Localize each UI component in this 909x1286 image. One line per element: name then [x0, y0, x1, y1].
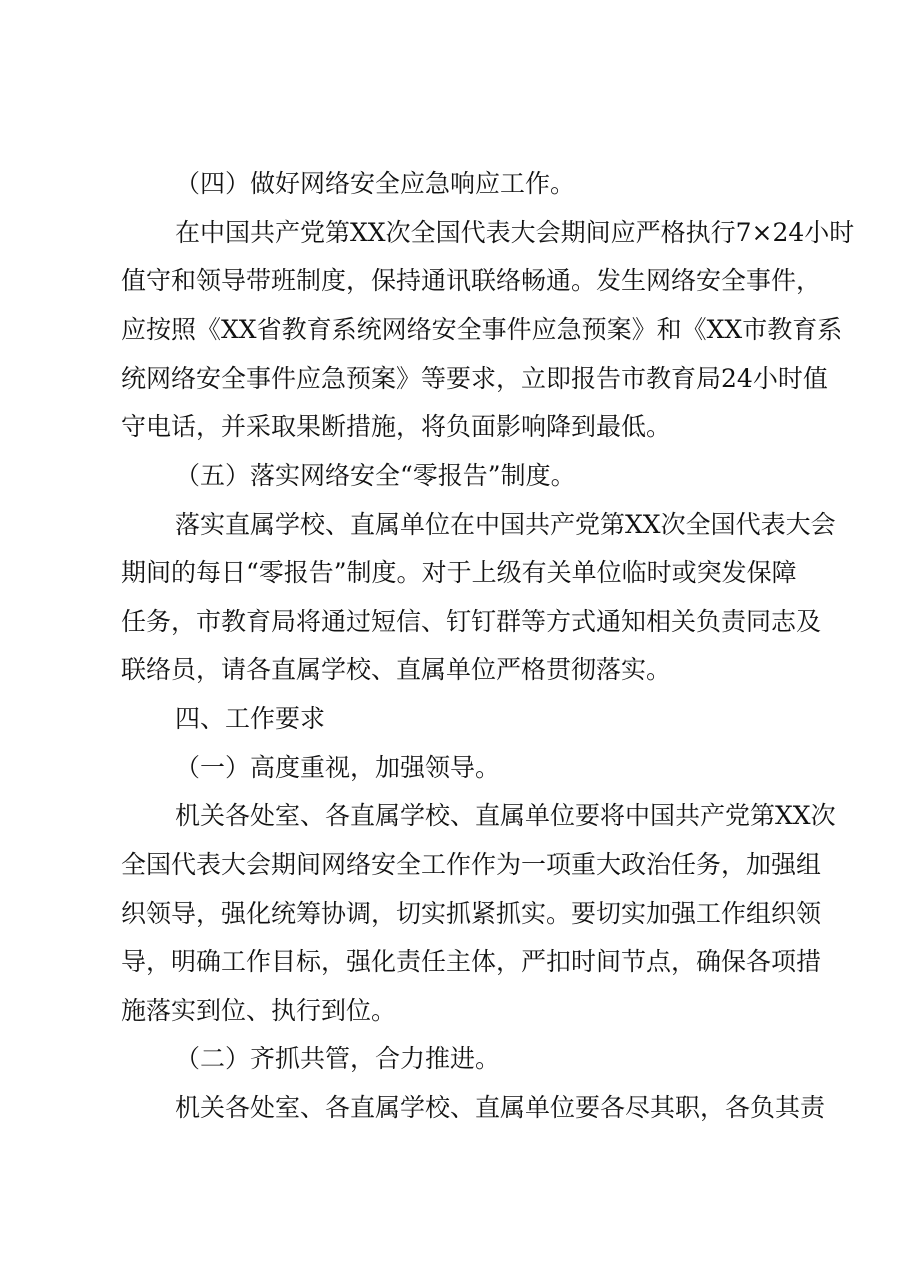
- paragraph-line: 联络员，请各直属学校、直属单位严格贯彻落实。: [121, 655, 672, 684]
- heading-attach-importance: （一）高度重视，加强领导。: [175, 753, 501, 782]
- paragraph-line: 机关各处室、各直属学校、直属单位要将中国共产党第XX次: [175, 801, 836, 830]
- paragraph-line: 期间的每日“零报告”制度。对于上级有关单位临时或突发保障: [121, 558, 797, 587]
- paragraph-line: 在中国共产党第XX次全国代表大会期间应严格执行7×24小时: [175, 218, 855, 247]
- paragraph-line: 值守和领导带班制度，保持通讯联络畅通。发生网络安全事件，: [121, 266, 822, 295]
- paragraph-line: 落实直属学校、直属单位在中国共产党第XX次全国代表大会: [175, 510, 836, 539]
- paragraph-line: 导，明确工作目标，强化责任主体，严扣时间节点，确保各项措: [121, 947, 822, 976]
- paragraph-line: 机关各处室、各直属学校、直属单位要各尽其职，各负其责: [175, 1093, 826, 1122]
- paragraph-line: 应按照《XX省教育系统网络安全事件应急预案》和《XX市教育系: [121, 315, 843, 344]
- paragraph-line: 施落实到位、执行到位。: [121, 996, 397, 1025]
- paragraph-line: 任务，市教育局将通过短信、钉钉群等方式通知相关负责同志及: [121, 607, 822, 636]
- paragraph-line: 织领导，强化统筹协调，切实抓紧抓实。要切实加强工作组织领: [121, 899, 822, 928]
- paragraph-line: 统网络安全事件应急预案》等要求，立即报告市教育局24小时值: [121, 364, 828, 393]
- heading-joint-management: （二）齐抓共管，合力推进。: [175, 1044, 501, 1073]
- paragraph-line: 守电话，并采取果断措施，将负面影响降到最低。: [121, 412, 672, 441]
- section-heading-work-requirements: 四、工作要求: [175, 704, 326, 733]
- heading-emergency-response: （四）做好网络安全应急响应工作。: [175, 169, 576, 198]
- paragraph-line: 全国代表大会期间网络安全工作作为一项重大政治任务，加强组: [121, 850, 822, 879]
- heading-zero-report: （五）落实网络安全“零报告”制度。: [175, 461, 576, 490]
